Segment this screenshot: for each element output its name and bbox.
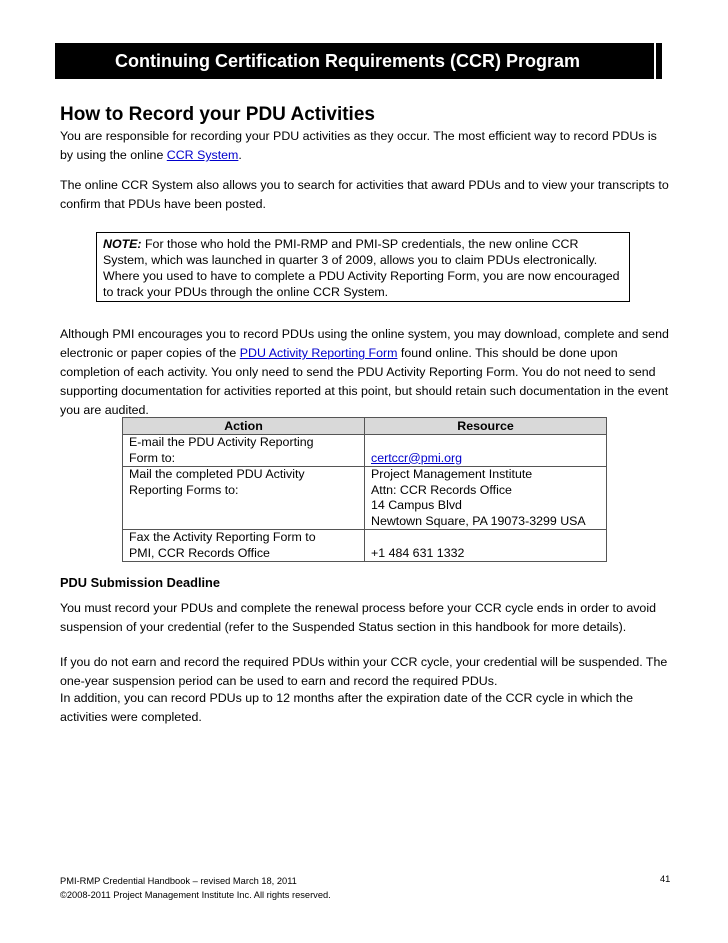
table-cell-action bbox=[123, 435, 365, 467]
table-cell-resource bbox=[365, 435, 607, 467]
paragraph-recording bbox=[60, 127, 670, 165]
cell-line: +1 484 631 1332 bbox=[371, 545, 465, 560]
table-header-resource: Resource bbox=[365, 418, 607, 435]
paragraph-reporting-form-text: Although PMI encourages you to record PDUs using the online system, you may download, complete and send electronic or paper copies of the bbox=[60, 327, 669, 360]
note-label: NOTE: bbox=[103, 237, 142, 251]
table-row bbox=[123, 435, 607, 467]
table-row bbox=[123, 530, 607, 562]
cell-line: Attn: CCR Records Office bbox=[371, 482, 512, 497]
table-header-action: Action bbox=[123, 418, 365, 435]
cell-line: PMI, CCR Records Office bbox=[129, 545, 270, 560]
cell-line: Reporting Forms to: bbox=[129, 482, 239, 497]
paragraph-reporting-form-end: found online. This should be done upon completion of each activity. You only need to send the PDU Activity Reporting Form. You do not need to send supporting documentation for activities reported at this point, but should retain such documentation in the event you are audited. bbox=[60, 346, 669, 417]
note-box bbox=[96, 232, 630, 302]
cell-line: Project Management Institute bbox=[371, 467, 533, 481]
footer-handbook-line: PMI-RMP Credential Handbook – revised March 18, 2011 bbox=[60, 876, 297, 886]
table-cell-resource bbox=[365, 467, 607, 530]
paragraph-online-system: The online CCR System also allows you to search for activities that award PDUs and to view your transcripts to confirm that PDUs have been posted. bbox=[60, 178, 669, 211]
page-number: 41 bbox=[660, 874, 671, 884]
email-link[interactable]: certccr@pmi.org bbox=[371, 450, 463, 465]
pdu-activity-reporting-form-link[interactable]: PDU Activity Reporting Form bbox=[239, 346, 398, 360]
table-header-row bbox=[123, 418, 607, 435]
title-banner bbox=[55, 43, 662, 79]
deadline-heading: PDU Submission Deadline bbox=[60, 575, 220, 590]
paragraph-deadline-3: In addition, you can record PDUs up to 12 months after the expiration date of the CCR cycle in which the activities were completed. bbox=[60, 691, 634, 724]
cell-line: Newtown Square, PA 19073-3299 USA bbox=[371, 513, 586, 528]
section-heading: How to Record your PDU Activities bbox=[60, 104, 375, 125]
note-text: For those who hold the PMI-RMP and PMI-SP credentials, the new online CCR System, which was launched in quarter 3 of 2009, allows you to claim PDUs electronically. Where you used to have to complete a PDU Activity Reporting Form, you are now encouraged to track your PDUs through the online CCR System. bbox=[103, 237, 620, 299]
action-resource-table bbox=[122, 417, 607, 562]
table-cell-action bbox=[123, 530, 365, 562]
paragraph-deadline-1: You must record your PDUs and complete the renewal process before your CCR cycle ends in order to avoid suspension of your credential (refer to the Suspended Status section in this handbook for more details). bbox=[60, 601, 656, 634]
banner-edge-line bbox=[654, 43, 656, 79]
cell-line: Form to: bbox=[129, 450, 176, 465]
cell-line: E-mail the PDU Activity Reporting bbox=[129, 435, 314, 449]
footer-copyright-line: ©2008-2011 Project Management Institute Inc. All rights reserved. bbox=[60, 890, 331, 900]
paragraph-recording-text: You are responsible for recording your PDU activities as they occur. The most efficient way to record PDUs is by using the online bbox=[60, 129, 657, 162]
paragraph-deadline-2: If you do not earn and record the required PDUs within your CCR cycle, your credential will be suspended. The one-year suspension period can be used to earn and record the required PDUs. bbox=[60, 655, 668, 688]
page-footer bbox=[60, 874, 331, 902]
table-cell-action bbox=[123, 467, 365, 530]
paragraph-reporting-form bbox=[60, 325, 670, 420]
ccr-system-link[interactable]: CCR System bbox=[166, 148, 239, 162]
cell-line: 14 Campus Blvd bbox=[371, 498, 462, 512]
cell-line: Mail the completed PDU Activity bbox=[129, 467, 305, 481]
page-title: Continuing Certification Requirements (CCR) Program bbox=[115, 51, 581, 71]
paragraph-recording-end: . bbox=[238, 148, 242, 162]
table-cell-resource bbox=[365, 530, 607, 562]
cell-line: Fax the Activity Reporting Form to bbox=[129, 530, 316, 544]
table-row bbox=[123, 467, 607, 530]
